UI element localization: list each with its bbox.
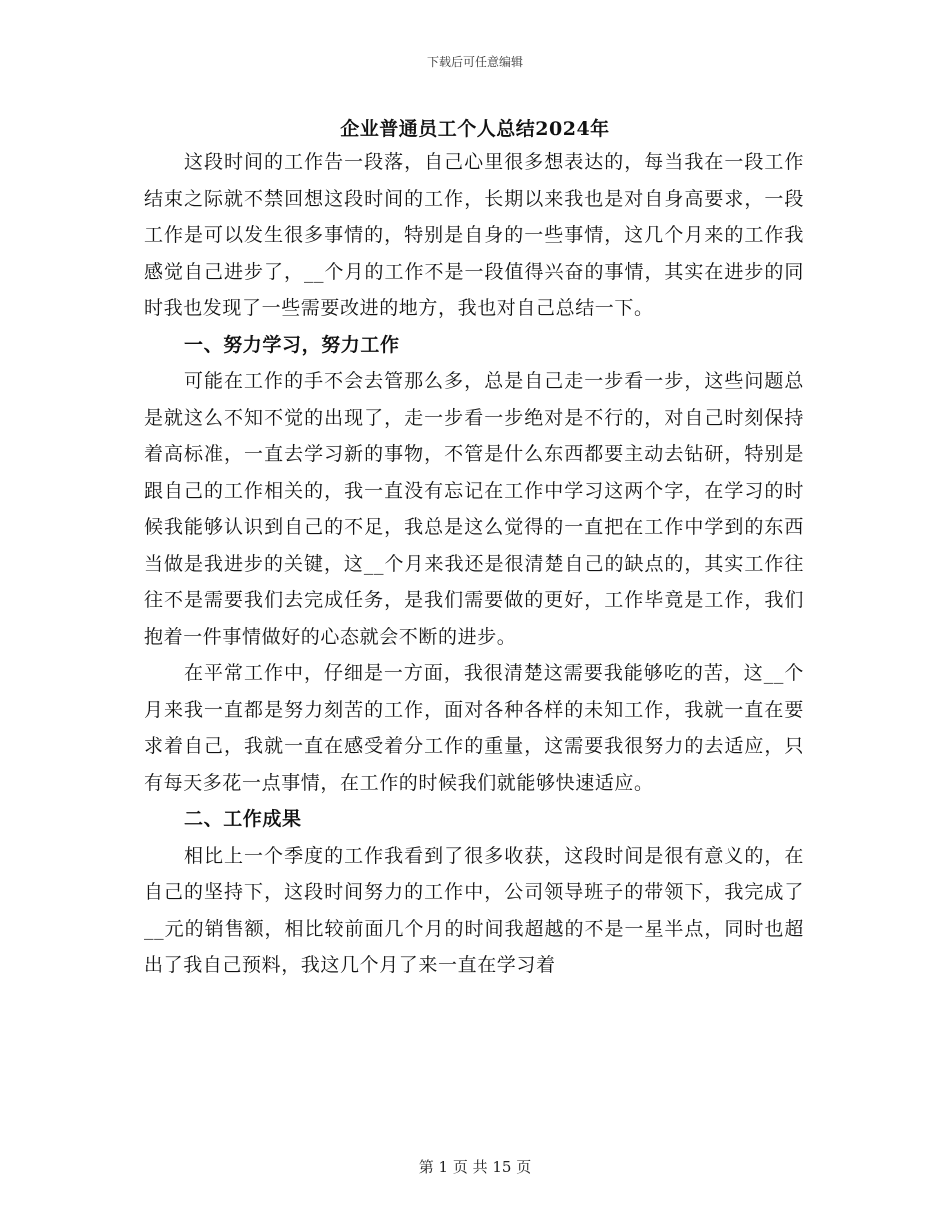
section-heading-1: 一、努力学习，努力工作 xyxy=(184,333,400,356)
paragraph-study-work: 可能在工作的手不会去管那么多，总是自己走一步看一步，这些问题总是就这么不知不觉的出现了，走一步看一步绝对是不行的，对自己时刻保持着高标准，一直去学习新的事物，不管是什么东西都要主动去钻研，特别是跟自己的工作相关的，我一直没有忘记在工作中学习这两个字，在学习的时候我能够认识到自己的不足，我总是这么觉得的一直把在工作中学到的东西当做是我进步的关键，这__个月来我还是很清楚自己的缺点的，其实工作往往不是需要我们去完成任务，是我们需要做的更好，工作毕竟是工作，我们抱着一件事情做好的心态就会不断的进步。 xyxy=(144,370,804,648)
document-body xyxy=(144,144,804,984)
paragraph-intro: 这段时间的工作告一段落，自己心里很多想表达的，每当我在一段工作结束之际就不禁回想这段时间的工作，长期以来我也是对自身高要求，一段工作是可以发生很多事情的，特别是自身的一些事情，这几个月来的工作我感觉自己进步了，__个月的工作不是一段值得兴奋的事情，其实在进步的同时我也发现了一些需要改进的地方，我也对自己总结一下。 xyxy=(144,151,804,319)
page-number: 第 1 页 共 15 页 xyxy=(418,1158,532,1176)
section-heading-2: 二、工作成果 xyxy=(184,808,302,830)
header-note: 下载后可任意编辑 xyxy=(426,55,523,69)
document-title: 企业普通员工个人总结2024年 xyxy=(340,118,610,140)
paragraph-daily-work: 在平常工作中，仔细是一方面，我很清楚这需要我能够吃的苦，这__个月来我一直都是努力刻苦的工作，面对各种各样的未知工作，我就一直在要求着自己，我就一直在感受着分工作的重量，这需要我很努力的去适应，只有每天多花一点事情，在工作的时候我们就能够快速适应。 xyxy=(144,662,804,794)
paragraph-results: 相比上一个季度的工作我看到了很多收获，这段时间是很有意义的，在自己的坚持下，这段时间努力的工作中，公司领导班子的带领下，我完成了__元的销售额，相比较前面几个月的时间我超越的不是一星半点，同时也超出了我自己预料，我这几个月了来一直在学习着 xyxy=(144,844,804,976)
